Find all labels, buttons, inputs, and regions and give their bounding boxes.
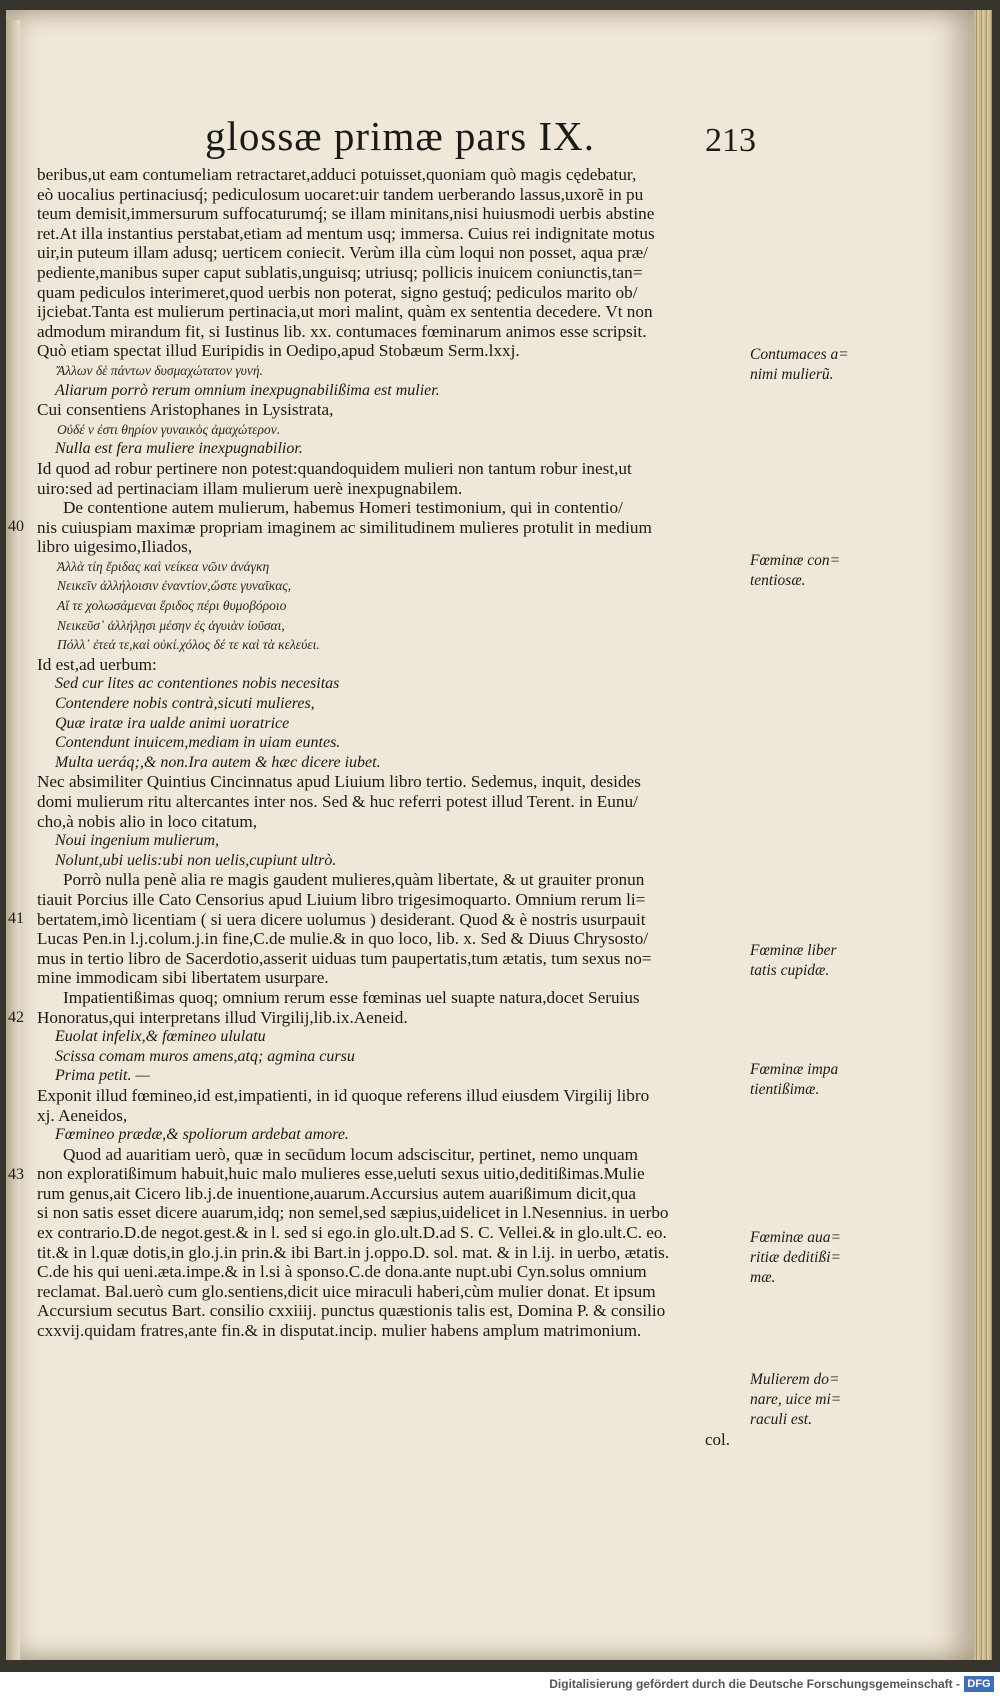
margin-note-donare [750,1370,850,1430]
text-line: tiauit Porcius ille Cato Censorius apud Liuium libro trigesimoquarto. Omnium rerum li= [37,889,646,909]
latin-verse-line: Euolat infelix,& fœmineo ululatu [55,1028,266,1046]
text-line: tit.& in l.quæ dotis,in glo.j.in prin.& ibi Bart.in j.oppo.D. sol. mat. & in l.ij. in uerbo, ætatis. [37,1242,670,1262]
text-line: Nec absimiliter Quintius Cincinnatus apud Liuium libro tertio. Sedemus, inquit, desides [37,772,641,792]
latin-verse-line: Scissa comam muros amens,atq; agmina cursu [55,1047,355,1065]
text-line: Id est,ad uerbum: [37,654,157,674]
latin-verse-line: Nolunt,ubi uelis:ubi non uelis,cupiunt ultrò. [55,851,337,869]
latin-verse-line: Prima petit. — [55,1067,150,1085]
text-line: cxxvij.quidam fratres,ante fin.& in disputat.incip. mulier habens amplum matrimonium. [37,1321,642,1341]
margin-note-line: ritiæ deditißi= [750,1249,841,1266]
margin-note-line: mæ. [750,1269,776,1286]
text-line: ex contrario.D.de negot.gest.& in l. sed si ego.in glo.ult.D.ad S. C. Vellei.& in glo.ult.C. eo. [37,1223,667,1243]
running-head: glossæ primæ pars IX. [205,113,595,159]
greek-quote-line: Ἀλλὰ τίη ἔριδας καὶ νείκεα νῶιν ἀνάγκη [57,558,270,574]
digitization-footer [0,1672,1000,1699]
margin-note-line: tatis cupidæ. [750,962,830,979]
text-line: quam pediculos interimeret,quod uerbis non poterat, signo gestuq́; pediculos marito ob/ [37,282,638,302]
margin-note-impatientissimae [750,1060,850,1100]
margin-note-line: Fœminæ liber [750,942,837,959]
text-line: libro uigesimo,Iliados, [37,537,193,557]
text-line: Cui consentiens Aristophanes in Lysistrata, [37,400,334,420]
text-line: uir,in puteum illam adusq; uerticem coniecit. Verùm illa cùm loqui non posset, aqua præ/ [37,243,648,263]
greek-quote-line: Νεικεῖν ἀλλήλοισιν ἐναντίον,ὥστε γυναῖκας, [57,578,292,594]
text-line: Quò etiam spectat illud Euripidis in Oedipo,apud Stobæum Serm.lxxj. [37,341,520,361]
latin-verse-line: Contendere nobis contrà,sicuti mulieres, [55,695,315,713]
text-line: Exponit illud fœmineo,id est,impatienti, in id quoque referens illud eiusdem Virgilij libro [37,1085,650,1105]
latin-verse-line: Aliarum porrò rerum omnium inexpugnabilißima est mulier. [55,381,440,399]
text-line: rum genus,ait Cicero lib.j.de inuentione,auarum.Accursius autem auarißimum dicit,qua [37,1183,637,1203]
page-edges [974,10,992,1660]
text-line: C.de his qui ueni.æta.impe.& in l.si à sponso.C.de dona.ante nupt.ubi Cyn.solus omnium [37,1262,647,1282]
latin-verse-line: Noui ingenium mulierum, [55,832,219,850]
text-line: Porrò nulla penè alia re magis gaudent mulieres,quàm libertate, & ut grauiter pronun [63,870,645,890]
text-line: ijciebat.Tanta est mulierum pertinacia,ut mori malint, quàm ex sententia decedere. Vt non [37,302,653,322]
text-line: Honoratus,qui interpretans illud Virgilij,lib.ix.Aeneid. [37,1007,408,1027]
margin-note-contumaces [750,345,850,385]
text-line: ret.At illa instantius perstabat,etiam ad mentum usq; immersa. Cuius rei indignitate motus [37,223,655,243]
greek-quote-line: Αἵ τε χολωσάμεναι ἔριδος πέρι θυμοβόροιο [57,598,287,614]
margin-note-line: Fœminæ aua= [750,1229,841,1246]
greek-quote-line: Πόλλ᾽ ἐτεά τε,καὶ οὐκί.χόλος δέ τε καὶ τὰ κελεύει. [57,637,320,653]
text-line: Accursium secutus Bart. consilio cxxiiij. punctus quæstionis talis est, Domina P. & consilio [37,1301,666,1321]
greek-quote-line: Οὐδέ ν ἐστι θηρίον γυναικὸς ἀμαχώτερον. [57,421,281,437]
latin-verse-line: Sed cur lites ac contentiones nobis necesitas [55,675,340,693]
greek-quote-line: Νεικεῦσ᾽ ἀλλήλῃσι μέσην ἐς ἀγυιὰν ἰοῦσαι, [57,617,285,633]
margin-note-libertatis [750,941,850,981]
latin-verse-line: Contendunt inuicem,mediam in uiam euntes. [55,734,341,752]
catchword: col. [705,1430,731,1449]
text-line: uiro:sed ad pertinaciam illam mulierum uerè inexpugnabilem. [37,478,463,498]
text-line: pediente,manibus super caput sublatis,unguisq; utriusq; pollicis inuicem coniunctis,tan= [37,262,643,282]
latin-verse-line: Nulla est fera muliere inexpugnabilior. [55,440,303,458]
dfg-logo-icon: DFG [964,1676,994,1692]
text-line: nis cuiuspiam maximæ propriam imaginem ac similitudinem mulieres protulit in medium [37,517,652,537]
latin-verse-line: Quæ iratæ ira ualde animi uoratrice [55,714,290,732]
margin-note-line: Contumaces a= [750,346,849,363]
margin-number: 41 [8,910,24,927]
text-line: Impatientißimas quoq; omnium rerum esse fœminas uel suapte natura,docet Seruius [63,987,640,1007]
text-line: bertatem,imò licentiam ( si uera dicere uolumus ) desiderant. Quod & è nostris usurpauit [37,909,646,929]
margin-number: 40 [8,518,24,535]
text-line: non exploratißimum habuit,huic malo mulieres esse,ueluti sexus uitio,deditißimas.Mulie [37,1164,645,1184]
greek-quote-line: Ἄλλων δὲ πάντων δυσμαχώτατον γυνή. [57,362,263,378]
margin-note-line: Fœminæ impa [750,1061,839,1078]
text-line: beribus,ut eam contumeliam retractaret,adduci potuisset,quoniam quò magis cędebatur, [37,165,637,184]
margin-note-line: Fœminæ con= [750,552,841,569]
latin-verse-line: Fœmineo prædæ,& spoliorum ardebat amore. [55,1126,349,1144]
text-line: Lucas Pen.in l.j.colum.j.in fine,C.de mulie.& in quo loco, lib. x. Sed & Diuus Chrysosto/ [37,929,649,949]
text-line: reclamat. Bal.uerò cum glo.sentiens,dicit uice miraculi haberi,cùm mulier donat. Et ipsum [37,1281,656,1301]
text-line: teum demisit,immersurum suffocaturumq́; se illam minitans,nisi huiusmodi uerbis abstine [37,204,655,224]
margin-note-avaritiae [750,1228,850,1288]
text-line: De contentione autem mulierum, habemus Homeri testimonium, qui in contentio/ [63,498,623,518]
text-line: mus in tertio libro de Sacerdotio,asserit uiduas tum paupertatis,tum ætatis, tum sexus no= [37,948,652,968]
text-line: Id quod ad robur pertinere non potest:quandoquidem mulieri non tantum robur inest,ut [37,458,632,478]
margin-note-line: tentiosæ. [750,572,806,589]
text-line: domi mulierum ritu altercantes inter nos. Sed & huc referri potest illud Terent. in Eunu/ [37,792,638,811]
main-text-block [37,165,752,1341]
margin-note-line: raculi est. [750,1411,812,1428]
text-line: cho,à nobis alio in loco citatum, [37,811,258,831]
margin-note-line: tientißimæ. [750,1081,820,1098]
margin-note-line: Mulierem do= [750,1371,840,1388]
margin-note-line: nare, uice mi= [750,1391,842,1408]
margin-number: 42 [8,1009,24,1026]
text-line: si non satis esset dicere auarum,idq; non semel,sed sæpius,uidelicet in l.Nesennius. in uerbo [37,1203,669,1223]
footer-credit: Digitalisierung gefördert durch die Deutsche Forschungsgemeinschaft - [549,1677,960,1691]
margin-note-line: nimi mulierũ. [750,366,834,383]
text-line: admodum mirandum fit, si Iustinus lib. xx. contumaces fœminarum animos esse scripsit. [37,321,647,341]
text-line: xj. Aeneidos, [37,1105,128,1125]
gutter-shadow [6,20,20,1660]
page-number: 213 [705,122,756,159]
margin-number: 43 [8,1166,24,1183]
latin-verse-line: Multa ueráq;,& non.Ira autem & hæc dicere iubet. [55,753,381,771]
margin-note-contentiosae [750,551,850,591]
text-line: mine immodicam sibi libertatem usurpare. [37,968,329,988]
text-line: eò uocalius pertinaciusq́; pediculosum uocaret:uir tandem uerberando lassus,uxorẽ in pu [37,184,644,204]
text-line: Quod ad auaritiam uerò, quæ in secūdum locum adsciscitur, pertinet, nemo unquam [63,1144,638,1164]
